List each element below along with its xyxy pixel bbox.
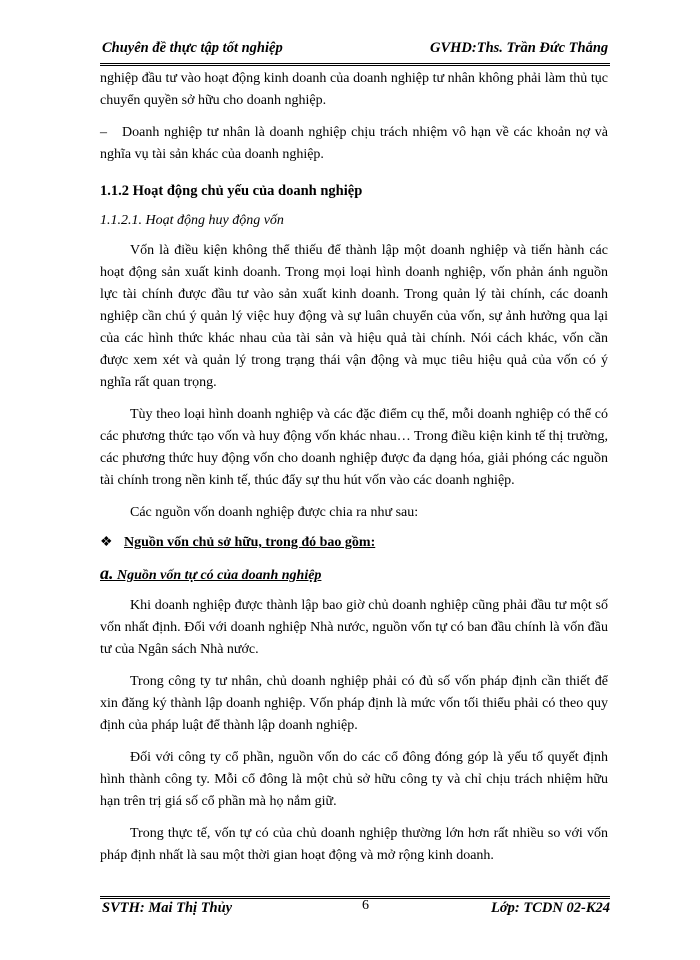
lettered-heading xyxy=(100,562,608,587)
dash-item-text: Doanh nghiệp tư nhân là doanh nghiệp chịu trách nhiệm vô hạn về các khoản nợ và nghĩa vụ tài sản khác của doanh nghiệp. xyxy=(100,125,608,162)
header-title: Chuyên đề thực tập tốt nghiệp xyxy=(102,40,283,56)
page-body xyxy=(100,68,608,867)
bullet-heading-text: Nguồn vốn chủ sở hữu, trong đó bao gồm: xyxy=(124,535,376,550)
section-heading: 1.1.2 Hoạt động chủ yếu của doanh nghiệp xyxy=(100,183,363,199)
paragraph: Trong công ty tư nhân, chủ doanh nghiệp phải có đủ số vốn pháp định cần thiết để xin đăng ký thành lập doanh nghiệp. Vốn pháp định là mức vốn tối thiểu phải có theo quy định của pháp luật để thành lập doanh nghiệp. xyxy=(100,674,608,733)
lettered-heading-text: Nguồn vốn tự có của doanh nghiệp xyxy=(113,568,322,583)
paragraph: Khi doanh nghiệp được thành lập bao giờ chủ doanh nghiệp cũng phải đầu tư một số vốn nhất định. Đối với doanh nghiệp Nhà nước, nguồn vốn tự có ban đầu chính là vốn đầu tư của Ngân sách Nhà nước. xyxy=(100,598,608,657)
footer-rule-double xyxy=(100,898,610,899)
paragraph: nghiệp đầu tư vào hoạt động kinh doanh của doanh nghiệp tư nhân không phải làm thủ tục chuyển quyền sở hữu cho doanh nghiệp. xyxy=(100,71,608,108)
paragraph: Đối với công ty cổ phần, nguồn vốn do các cổ đông đóng góp là yếu tố quyết định hình thành công ty. Mỗi cổ đông là một chủ sở hữu công ty và chỉ chịu trách nhiệm hữu hạn trên trị giá số cổ phần mà họ nắm giữ. xyxy=(100,750,608,809)
header-rule xyxy=(100,63,610,64)
paragraph: Trong thực tế, vốn tự có của chủ doanh nghiệp thường lớn hơn rất nhiều so với vốn pháp định nhất là sau một thời gian hoạt động và mở rộng kinh doanh. xyxy=(100,826,608,863)
header-rule-double xyxy=(100,65,610,66)
diamond-bullet-icon: ❖ xyxy=(100,535,113,550)
paragraph: Các nguồn vốn doanh nghiệp được chia ra như sau: xyxy=(130,505,419,520)
lettered-heading-marker: a. xyxy=(100,563,114,583)
footer-student: SVTH: Mai Thị Thủy xyxy=(102,900,233,916)
paragraph: Vốn là điều kiện không thể thiếu để thành lập một doanh nghiệp và tiến hành các hoạt động sản xuất kinh doanh. Trong mọi loại hình doanh nghiệp, vốn phản ánh nguồn lực tài chính được đầu tư vào sản xuất kinh doanh. Trong quản lý tài chính, các doanh nghiệp cần chú ý quản lý việc huy động và sự luân chuyển của vốn, sự ảnh hưởng qua lại của các hình thức khác nhau của tài sản và hiệu quả tài chính. Nói cách khác, vốn cần được xem xét và quản lý trong trạng thái vận động và mục tiêu hiệu quả của vốn có ý nghĩa rất quan trọng. xyxy=(100,243,608,390)
footer-rule xyxy=(100,896,610,897)
footer-class: Lớp: TCDN 02-K24 xyxy=(491,900,610,916)
dash-marker: – xyxy=(100,125,107,140)
subsection-heading: 1.1.2.1. Hoạt động huy động vốn xyxy=(100,213,284,228)
page-number: 6 xyxy=(362,898,369,913)
header-advisor: GVHD:Ths. Trần Đức Thắng xyxy=(430,40,609,56)
bullet-heading xyxy=(100,532,608,554)
paragraph: Tùy theo loại hình doanh nghiệp và các đặc điểm cụ thể, mỗi doanh nghiệp có thể có các phương thức tạo vốn và huy động vốn khác nhau… Trong điều kiện kinh tế thị trường, các phương thức huy động vốn cho doanh nghiệp được đa dạng hóa, giải phóng các nguồn tài chính trong nền kinh tế, thúc đẩy sự thu hút vốn vào các doanh nghiệp. xyxy=(100,407,608,488)
dash-list-item xyxy=(100,122,608,166)
